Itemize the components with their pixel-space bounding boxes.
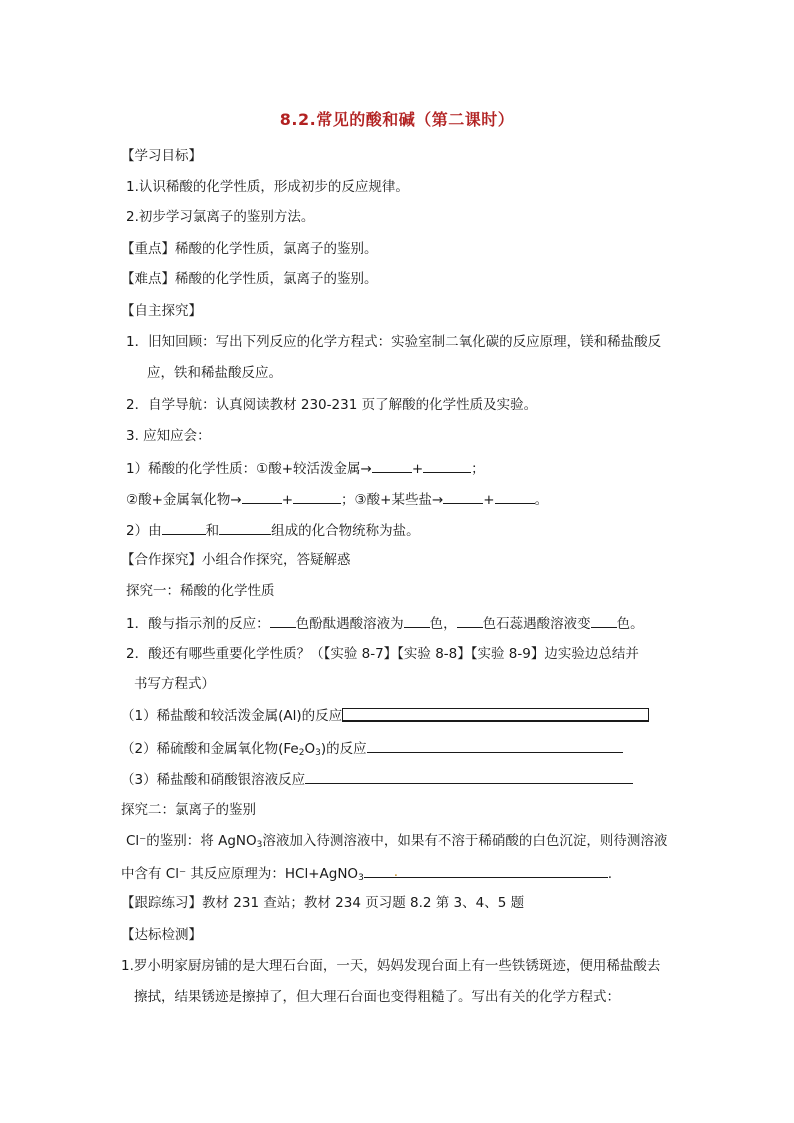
objectives-heading: 【学习目标】: [121, 148, 202, 164]
salt-suffix: 组成的化合物统称为盐。: [271, 523, 420, 539]
blank-10: [404, 613, 430, 628]
indicator-text-a: 1．酸与指示剂的反应：: [126, 616, 270, 632]
blank-9: [270, 613, 296, 628]
key-point: 【重点】稀酸的化学性质，氯离子的鉴别。: [121, 241, 378, 257]
more-properties-line-2: 书写方程式）: [134, 676, 215, 692]
blank-11: [457, 613, 483, 628]
blank-5: [443, 489, 483, 504]
question-2-line: [121, 738, 623, 762]
assessment-heading: 【达标检测】: [121, 927, 202, 943]
question-3-line: [121, 769, 633, 789]
property-line-1: [126, 458, 485, 478]
more-properties-line-1: 2．酸还有哪些重要化学性质？（【实验 8-7】【实验 8-8】【实验 8-9】边实验边总结并: [126, 646, 639, 662]
salt-and: 和: [205, 523, 220, 539]
plus-sign: +: [281, 492, 294, 508]
followup-line: 【跟踪练习】教材 231 查站；教材 234 页习题 8.2 第 3、4、5 题: [121, 895, 525, 911]
chloride-text-c: 中含有 Cl⁻ 其反应原理为：HCl+AgNO: [121, 866, 359, 882]
page-title: 8.2.常见的酸和碱（第二课时）: [279, 110, 515, 129]
blank-7: [162, 520, 206, 535]
question-2-text-b: O: [304, 741, 316, 757]
plus-sign: +: [411, 461, 424, 477]
explore-1-title: 探究一：稀酸的化学性质: [126, 583, 275, 599]
blank-1: [372, 458, 412, 473]
blank-8: [219, 520, 271, 535]
subscript: 3: [315, 748, 321, 758]
self-study-heading: 【自主探究】: [121, 303, 202, 319]
objective-item-2: 2.初步学习氯离子的鉴别方法。: [126, 209, 315, 225]
question-1-text: （1）稀盐酸和较活泼金属(Al)的反应: [121, 708, 343, 724]
period: .: [607, 866, 613, 882]
chloride-text-b: 溶液加入待测溶液中，如果有不溶于稀硝酸的白色沉淀，则待测溶液: [262, 833, 668, 849]
blank-3: [242, 489, 282, 504]
question-1-line: [121, 707, 649, 725]
answer-box-1: [342, 708, 649, 722]
question-2-text-c: )的反应: [320, 741, 367, 757]
chloride-text-a: Cl⁻的鉴别：将 AgNO: [126, 833, 257, 849]
period: 。: [534, 492, 549, 508]
answer-line-3: [305, 769, 633, 784]
property-3-text: ；③酸+某些盐→: [341, 492, 444, 508]
property-2-text: ②酸+金属氧化物→: [126, 492, 242, 508]
subscript: 3: [256, 840, 263, 850]
indicator-text-b: 色酚酞遇酸溶液为: [295, 616, 404, 632]
blank-2: [423, 458, 471, 473]
guide-line: 2．自学导航：认真阅读教材 230-231 页了解酸的化学性质及实验。: [126, 397, 538, 413]
property-line-2: [126, 489, 548, 509]
blank-6: [495, 489, 535, 504]
chloride-line-1: [126, 832, 667, 854]
salt-prefix: 2）由: [126, 523, 162, 539]
answer-line-2: [367, 738, 623, 753]
indicator-text-c: 色，: [429, 616, 457, 632]
chloride-line-2: [121, 863, 612, 887]
subscript: 3: [358, 873, 364, 883]
salt-definition-line: [126, 520, 420, 540]
assessment-q1-line-1: 1.罗小明家厨房铺的是大理石台面，一天，妈妈发现台面上有一些铁锈斑迹，便用稀盐酸去: [121, 958, 661, 974]
cooperate-heading: 【合作探究】小组合作探究，答疑解惑: [121, 552, 351, 568]
blank-12: [591, 613, 617, 628]
assessment-q1-line-2: 擦拭，结果锈迹是擦掉了，但大理石台面也变得粗糙了。写出有关的化学方程式：: [134, 989, 620, 1005]
semicolon: ；: [471, 461, 485, 477]
indicator-text-d: 色石蕊遇酸溶液变: [482, 616, 591, 632]
explore-2-title: 探究二：氯离子的鉴别: [121, 802, 256, 818]
objective-item-1: 1.认识稀酸的化学性质，形成初步的反应规律。: [126, 179, 409, 195]
answer-line-4: [364, 863, 608, 878]
property-1-text: 1）稀酸的化学性质：①酸+较活泼金属→: [126, 461, 372, 477]
question-2-text: （2）稀硫酸和金属氧化物(Fe: [121, 741, 299, 757]
orange-dot: .: [393, 864, 399, 880]
question-3-text: （3）稀盐酸和硝酸银溶液反应: [121, 772, 306, 788]
difficulty-point: 【难点】稀酸的化学性质，氯离子的鉴别。: [121, 271, 378, 287]
indicator-line: [126, 613, 644, 633]
subscript: 2: [298, 748, 305, 758]
review-line-1: 1．旧知回顾：写出下列反应的化学方程式：实验室制二氧化碳的反应原理，镁和稀盐酸反: [126, 334, 662, 350]
review-line-2: 应，铁和稀盐酸反应。: [147, 365, 282, 381]
indicator-text-e: 色。: [616, 616, 644, 632]
blank-4: [293, 489, 341, 504]
plus-sign: +: [483, 492, 495, 508]
should-know-line: 3. 应知应会：: [126, 428, 211, 444]
